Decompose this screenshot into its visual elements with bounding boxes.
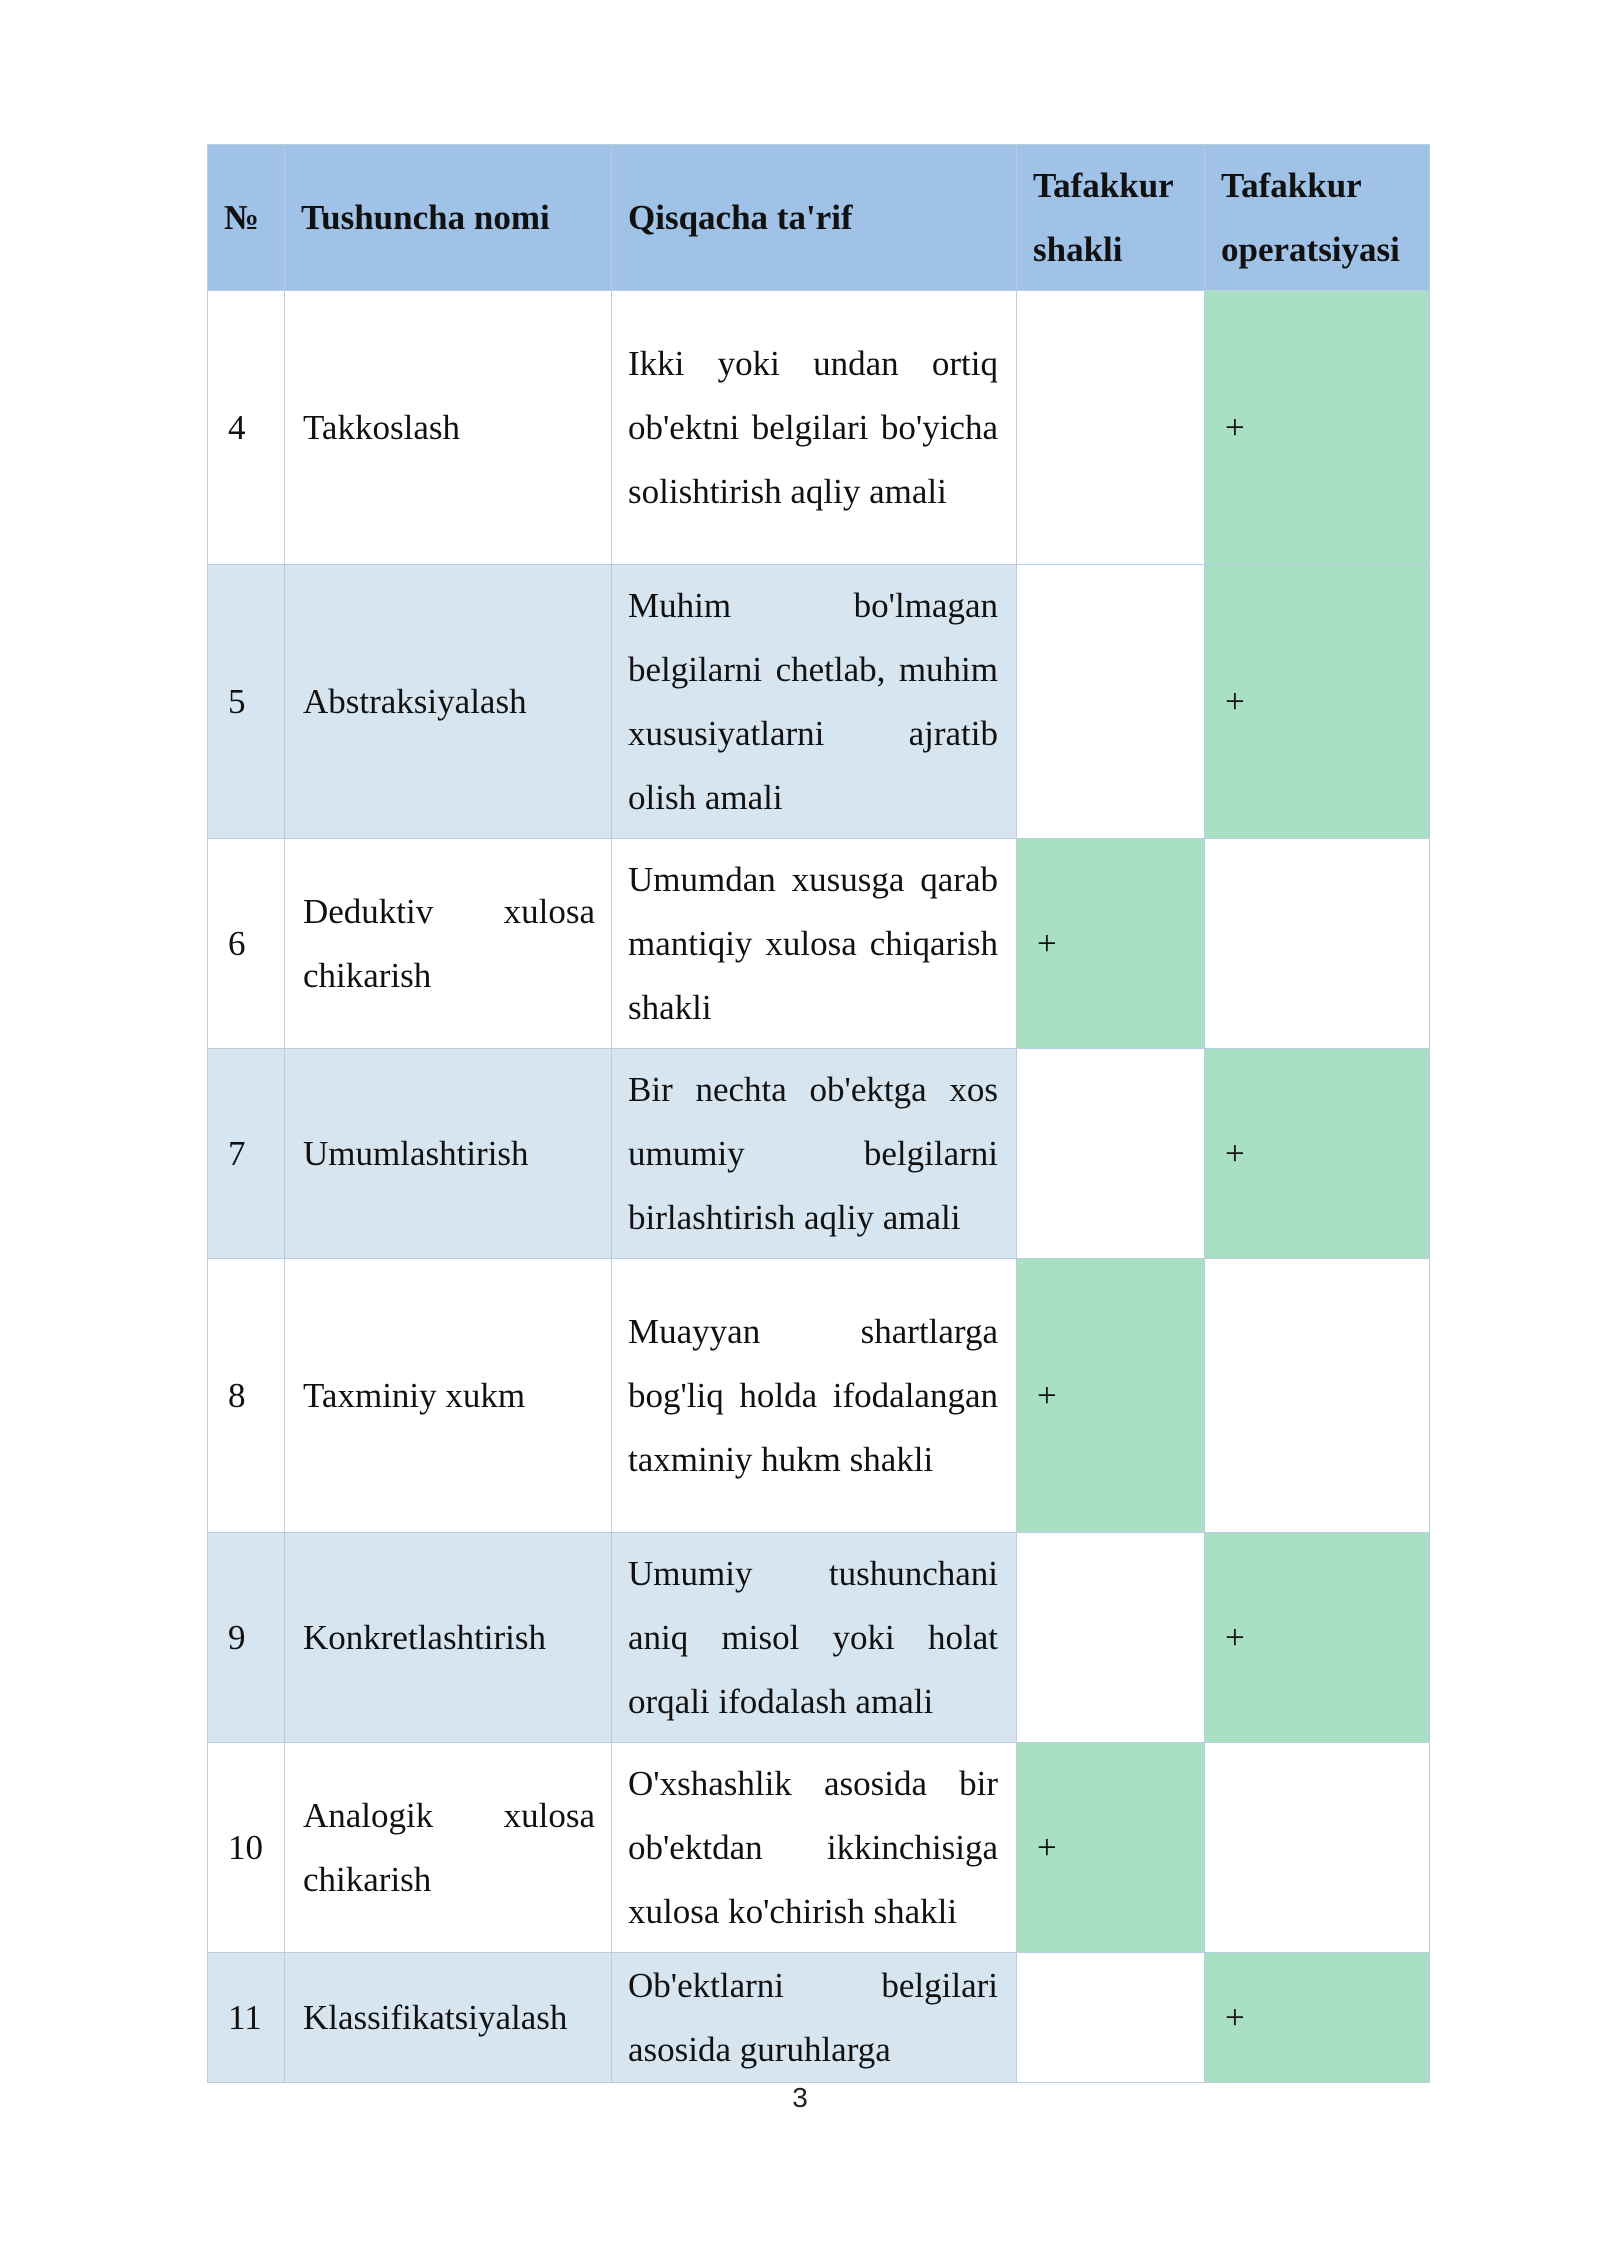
- concept-name: Klassifikatsiyalash: [285, 1953, 612, 2083]
- row-number: 4: [208, 291, 285, 565]
- table-row: [208, 565, 1430, 839]
- thinking-form-mark: +: [1017, 1259, 1205, 1533]
- thinking-operation-mark: +: [1205, 291, 1430, 565]
- concept-name: Analogik xulosa chikarish: [285, 1743, 612, 1953]
- thinking-form-mark: [1017, 291, 1205, 565]
- table-row: [208, 1049, 1430, 1259]
- table-row: [208, 1259, 1430, 1533]
- concept-name: Konkretlashtirish: [285, 1533, 612, 1743]
- header-thinking-operation-line2: operatsiyasi: [1221, 229, 1400, 269]
- table-row: [208, 1533, 1430, 1743]
- thinking-form-mark: [1017, 1049, 1205, 1259]
- concept-definition: Umumiy tushunchani aniq misol yoki holat orqali ifodalash amali: [612, 1533, 1017, 1743]
- concept-definition: Muayyan shartlarga bog'liq holda ifodalangan taxminiy hukm shakli: [612, 1259, 1017, 1533]
- thinking-operation-mark: +: [1205, 1953, 1430, 2083]
- thinking-form-mark: [1017, 1953, 1205, 2083]
- concept-definition: O'xshashlik asosida bir ob'ektdan ikkinchisiga xulosa ko'chirish shakli: [612, 1743, 1017, 1953]
- concept-name: Taxminiy xukm: [285, 1259, 612, 1533]
- thinking-form-mark: +: [1017, 1743, 1205, 1953]
- concept-definition: Umumdan xususga qarab mantiqiy xulosa chiqarish shakli: [612, 839, 1017, 1049]
- thinking-operation-mark: +: [1205, 565, 1430, 839]
- thinking-operation-mark: [1205, 1259, 1430, 1533]
- row-number: 8: [208, 1259, 285, 1533]
- row-number: 7: [208, 1049, 285, 1259]
- table-row: [208, 1743, 1430, 1953]
- header-definition: Qisqacha ta'rif: [612, 145, 1017, 291]
- header-thinking-form: [1017, 145, 1205, 291]
- thinking-operation-mark: +: [1205, 1049, 1430, 1259]
- concepts-table: [207, 144, 1430, 2083]
- row-number: 5: [208, 565, 285, 839]
- concept-name: Deduktiv xulosa chikarish: [285, 839, 612, 1049]
- row-number: 9: [208, 1533, 285, 1743]
- thinking-form-mark: [1017, 1533, 1205, 1743]
- thinking-form-mark: [1017, 565, 1205, 839]
- row-number: 11: [208, 1953, 285, 2083]
- table-header-row: [208, 145, 1430, 291]
- table-row: [208, 839, 1430, 1049]
- header-thinking-form-line2: shakli: [1033, 229, 1123, 269]
- header-concept-name: Tushuncha nomi: [285, 145, 612, 291]
- row-number: 10: [208, 1743, 285, 1953]
- concept-name: Takkoslash: [285, 291, 612, 565]
- page-number: 3: [792, 2082, 808, 2113]
- thinking-operation-mark: +: [1205, 1533, 1430, 1743]
- thinking-form-mark: +: [1017, 839, 1205, 1049]
- concept-definition: Ikki yoki undan ortiq ob'ektni belgilari bo'yicha solishtirish aqliy amali: [612, 291, 1017, 565]
- table-row: [208, 291, 1430, 565]
- concept-name: Abstraksiyalash: [285, 565, 612, 839]
- thinking-operation-mark: [1205, 839, 1430, 1049]
- header-number: №: [208, 145, 285, 291]
- table-body: [208, 291, 1430, 2083]
- concept-name: Umumlashtirish: [285, 1049, 612, 1259]
- header-thinking-form-line1: Tafakkur: [1033, 165, 1174, 205]
- concept-definition: Bir nechta ob'ektga xos umumiy belgilarni birlashtirish aqliy amali: [612, 1049, 1017, 1259]
- table-row: [208, 1953, 1430, 2083]
- concept-definition: Muhim bo'lmagan belgilarni chetlab, muhim xususiyatlarni ajratib olish amali: [612, 565, 1017, 839]
- concept-definition: Ob'ektlarni belgilari asosida guruhlarga: [612, 1953, 1017, 2083]
- header-thinking-operation: [1205, 145, 1430, 291]
- header-thinking-operation-line1: Tafakkur: [1221, 165, 1362, 205]
- row-number: 6: [208, 839, 285, 1049]
- thinking-operation-mark: [1205, 1743, 1430, 1953]
